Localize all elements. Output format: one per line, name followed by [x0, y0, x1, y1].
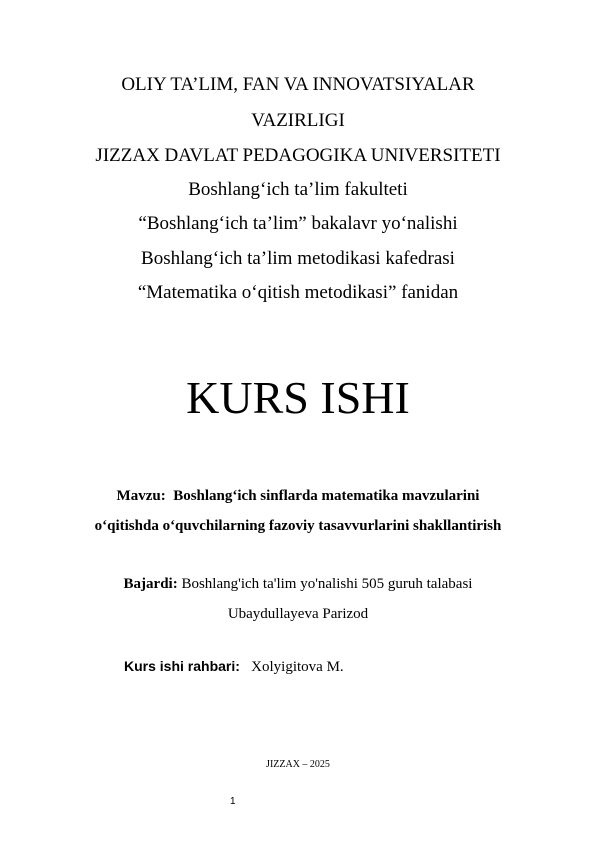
author-line — [0, 575, 596, 593]
ministry-line-2: VAZIRLIGI — [251, 110, 345, 131]
document-title: KURS ISHI — [186, 372, 410, 423]
author-name: Ubaydullayeva Parizod — [227, 606, 369, 622]
department-name: Boshlang‘ich ta’lim metodikasi kafedrasi — [141, 248, 455, 269]
author-group: Boshlang'ich ta'lim yo'nalishi 505 guruh talabasi — [181, 576, 473, 592]
supervisor-label: Kurs ishi rahbari: — [124, 658, 240, 674]
ministry-line-1: OLIY TA’LIM, FAN VA INNOVATSIYALAR — [121, 74, 475, 95]
bachelor-direction: “Boshlang‘ich ta’lim” bakalavr yo‘nalishi — [138, 213, 458, 234]
faculty-name: Boshlang‘ich ta’lim fakulteti — [188, 179, 408, 200]
supervisor-line — [124, 657, 344, 676]
topic-line-2: o‘qitishda o‘quvchilarning fazoviy tasavvurlarini shakllantirish — [94, 518, 502, 534]
topic-label: Mavzu: — [116, 488, 166, 504]
topic-line-1 — [0, 487, 596, 505]
city-year: JIZZAX – 2025 — [266, 759, 330, 770]
author-label: Bajardi: — [123, 576, 178, 592]
supervisor-name: Xolyigitova M. — [251, 659, 344, 675]
page-number: 1 — [230, 796, 236, 807]
university-name: JIZZAX DAVLAT PEDAGOGIKA UNIVERSITETI — [95, 145, 501, 166]
topic-text-1: Boshlang‘ich sinflarda matematika mavzularini — [173, 488, 480, 504]
subject-name: “Matematika o‘qitish metodikasi” fanidan — [137, 282, 459, 303]
